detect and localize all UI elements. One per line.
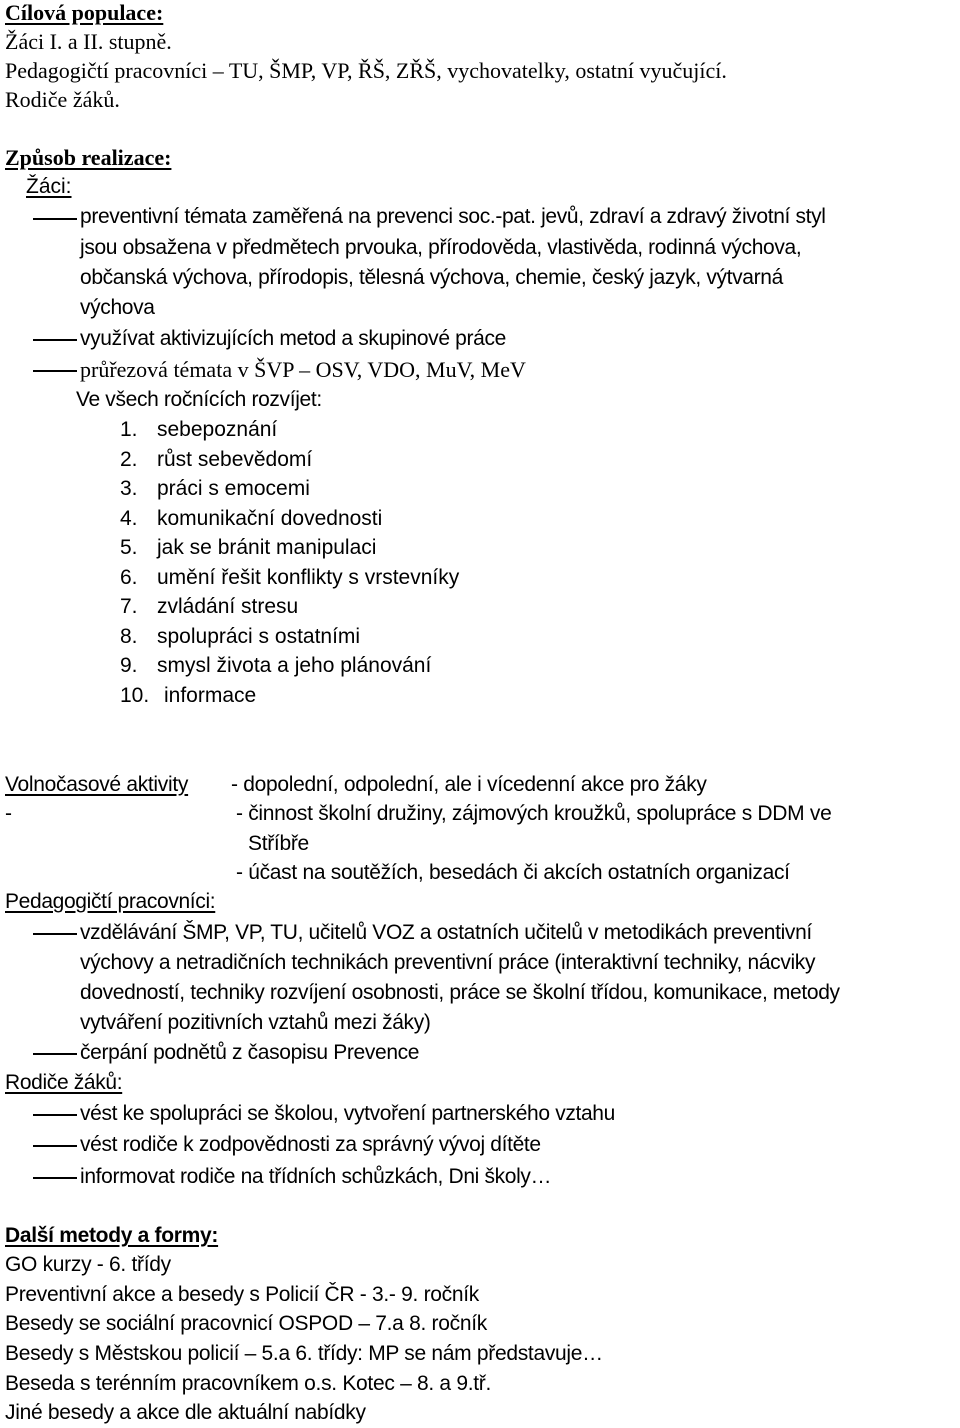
bullet-text: občanská výchova, přírodopis, tělesná výchova, chemie, český jazyk, výtvarná xyxy=(80,266,783,289)
list-item: komunikační dovednosti xyxy=(157,507,383,530)
bullet-text: vzdělávání ŠMP, VP, TU, učitelů VOZ a ostatních učitelů v metodikách preventivní xyxy=(80,921,812,944)
leisure-text: - činnost školní družiny, zájmových kroužků, spolupráce s DDM ve xyxy=(236,802,832,825)
bullet-text: využívat aktivizujících metod a skupinové práce xyxy=(80,327,506,350)
leisure-text: - dopolední, odpolední, ale i vícedenní akce pro žáky xyxy=(231,773,707,796)
bullet-text: průřezová témata v ŠVP – OSV, VDO, MuV, MeV xyxy=(80,357,526,382)
parents-label: Rodiče žáků: xyxy=(5,1071,123,1094)
target-population-line: Žáci I. a II. stupně. xyxy=(5,29,172,54)
dash-bullet-icon xyxy=(33,1114,77,1116)
list-item: práci s emocemi xyxy=(157,477,310,500)
list-number: 5. xyxy=(120,536,138,559)
list-number: 4. xyxy=(120,507,138,530)
leisure-text: - účast na soutěžích, besedách či akcích ostatních organizací xyxy=(236,861,790,884)
target-population-line: Rodiče žáků. xyxy=(5,87,120,112)
list-item: umění řešit konflikty s vrstevníky xyxy=(157,566,460,589)
dash-bullet-icon xyxy=(33,218,77,220)
dash-bullet-icon xyxy=(33,339,77,341)
dash-bullet-icon xyxy=(33,933,77,935)
list-item: zvládání stresu xyxy=(157,595,299,618)
method-line: Preventivní akce a besedy s Policií ČR - 3.- 9. ročník xyxy=(5,1283,479,1306)
bullet-text: jsou obsažena v předmětech prvouka, přírodověda, vlastivěda, rodinná výchova, xyxy=(80,236,802,259)
leisure-text: Stříbře xyxy=(248,832,309,855)
method-line: GO kurzy - 6. třídy xyxy=(5,1253,171,1276)
bullet-text: vést ke spolupráci se školou, vytvoření partnerského vztahu xyxy=(80,1102,615,1125)
pupils-label: Žáci: xyxy=(26,175,72,198)
list-number: 9. xyxy=(120,654,138,677)
bullet-text: vést rodiče k zodpovědnosti za správný vývoj dítěte xyxy=(80,1133,541,1156)
method-line: Besedy s Městskou policií – 5.a 6. třídy: MP se nám představuje… xyxy=(5,1342,603,1365)
list-item: jak se bránit manipulaci xyxy=(157,536,377,559)
leisure-label: Volnočasové aktivity xyxy=(5,773,189,796)
bullet-text: dovedností, techniky rozvíjení osobnosti, práce se školní třídou, komunikace, metody xyxy=(80,981,840,1004)
teachers-label: Pedagogičtí pracovníci: xyxy=(5,890,216,913)
list-item: růst sebevědomí xyxy=(157,448,313,471)
list-number: 7. xyxy=(120,595,138,618)
heading-other-methods: Další metody a formy: xyxy=(5,1224,219,1247)
dash-bullet-icon xyxy=(33,1177,77,1179)
list-number: 8. xyxy=(120,625,138,648)
list-item: spolupráci s ostatními xyxy=(157,625,361,648)
bullet-text: informovat rodiče na třídních schůzkách, Dni školy… xyxy=(80,1165,552,1188)
heading-implementation: Způsob realizace: xyxy=(5,145,172,170)
list-number: 10. xyxy=(120,684,150,707)
dash-bullet-icon xyxy=(33,1145,77,1147)
bullet-text: preventivní témata zaměřená na prevenci soc.-pat. jevů, zdraví a zdravý životní styl xyxy=(80,205,826,228)
dash-bullet-icon xyxy=(33,1053,77,1055)
dash-bullet-icon xyxy=(33,370,77,372)
method-line: Beseda s terénním pracovníkem o.s. Kotec – 8. a 9.tř. xyxy=(5,1372,492,1395)
list-number: 3. xyxy=(120,477,138,500)
list-number: 1. xyxy=(120,418,138,441)
method-line: Jiné besedy a akce dle aktuální nabídky xyxy=(5,1401,366,1424)
heading-target-population: Cílová populace: xyxy=(5,0,164,25)
bullet-text: vytváření pozitivních vztahů mezi žáky) xyxy=(80,1011,431,1034)
all-grades-label: Ve všech ročnících rozvíjet: xyxy=(76,388,322,411)
bullet-text: čerpání podnětů z časopisu Prevence xyxy=(80,1041,420,1064)
bullet-text: výchovy a netradičních technikách preventivní práce (interaktivní techniky, nácviky xyxy=(80,951,816,974)
list-item: sebepoznání xyxy=(157,418,278,441)
method-line: Besedy se sociální pracovnicí OSPOD – 7.a 8. ročník xyxy=(5,1312,487,1335)
list-number: 6. xyxy=(120,566,138,589)
list-item: informace xyxy=(164,684,257,707)
leisure-dash: - xyxy=(5,802,12,825)
target-population-line: Pedagogičtí pracovníci – TU, ŠMP, VP, ŘŠ, ZŘŠ, vychovatelky, ostatní vyučující. xyxy=(5,58,727,83)
list-number: 2. xyxy=(120,448,138,471)
list-item: smysl života a jeho plánování xyxy=(157,654,432,677)
bullet-text: výchova xyxy=(80,296,155,319)
